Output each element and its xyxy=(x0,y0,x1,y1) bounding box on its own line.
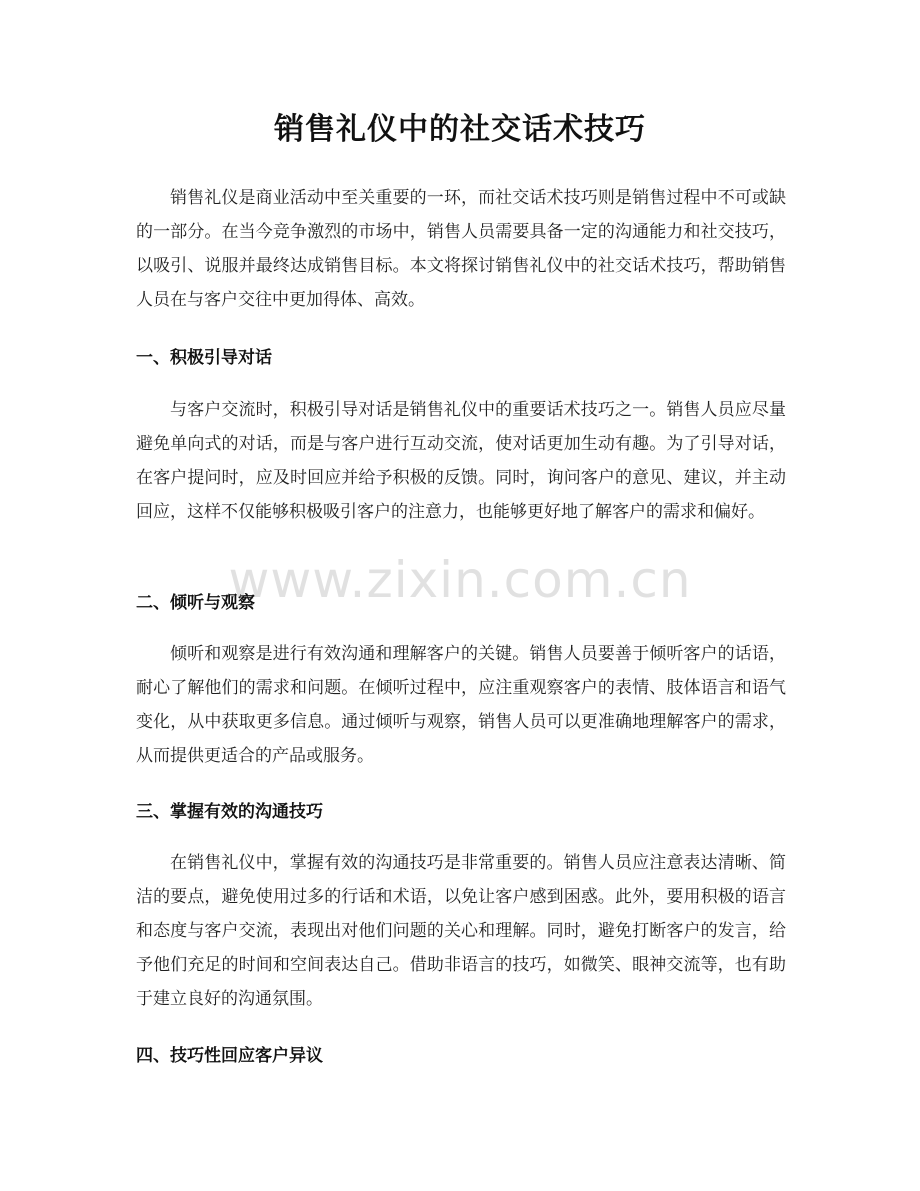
section-body-1: 与客户交流时，积极引导对话是销售礼仪中的重要话术技巧之一。销售人员应尽量避免单向式的对话，而是与客户进行互动交流，使对话更加生动有趣。为了引导对话，在客户提问时，应及时回应并给予积极的反馈。同时，询问客户的意见、建议，并主动回应，这样不仅能够积极吸引客户的注意力，也能够更好地了解客户的需求和偏好。 xyxy=(136,400,786,522)
watermark-text: www.zixin.com.cn xyxy=(228,551,692,609)
section-body-2: 倾听和观察是进行有效沟通和理解客户的关键。销售人员要善于倾听客户的话语，耐心了解他们的需求和问题。在倾听过程中，应注重观察客户的表情、肢体语言和语气变化，从中获取更多信息。通过倾听与观察，销售人员可以更准确地理解客户的需求，从而提供更适合的产品或服务。 xyxy=(136,644,786,766)
section-heading-4: 四、技巧性回应客户异议 xyxy=(136,1046,323,1066)
document-title: 销售礼仪中的社交话术技巧 xyxy=(274,112,646,147)
intro-paragraph: 销售礼仪是商业活动中至关重要的一环，而社交话术技巧则是销售过程中不可或缺的一部分。在当今竞争激烈的市场中，销售人员需要具备一定的沟通能力和社交技巧，以吸引、说服并最终达成销售目标。本文将探讨销售礼仪中的社交话术技巧，帮助销售人员在与客户交往中更加得体、高效。 xyxy=(136,188,786,310)
section-heading-3: 三、掌握有效的沟通技巧 xyxy=(136,802,323,822)
section-body-3: 在销售礼仪中，掌握有效的沟通技巧是非常重要的。销售人员应注意表达清晰、简洁的要点，避免使用过多的行话和术语，以免让客户感到困惑。此外，要用积极的语言和态度与客户交流，表现出对他们问题的关心和理解。同时，避免打断客户的发言，给予他们充足的时间和空间表达自己。借助非语言的技巧，如微笑、眼神交流等，也有助于建立良好的沟通氛围。 xyxy=(136,853,786,1009)
section-heading-2: 二、倾听与观察 xyxy=(136,593,255,613)
section-heading-1: 一、积极引导对话 xyxy=(136,348,272,368)
